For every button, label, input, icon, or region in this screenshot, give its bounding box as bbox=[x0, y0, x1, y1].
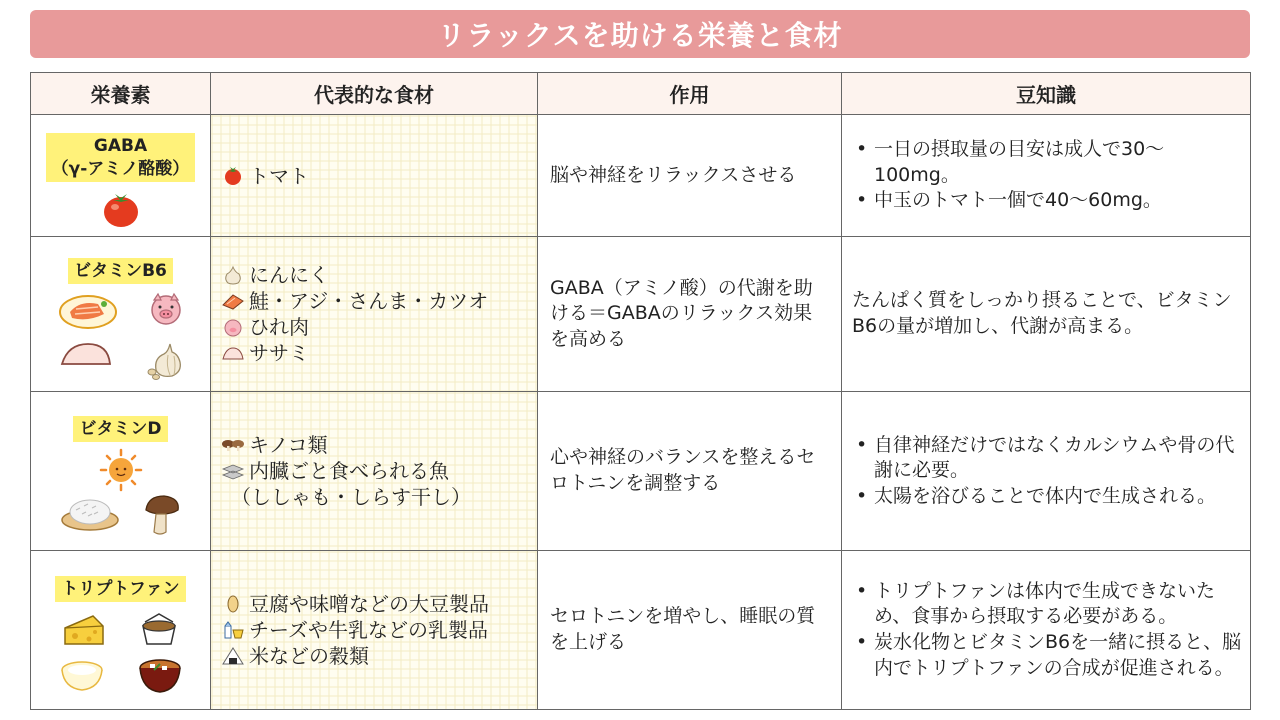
chicken-breast-icon bbox=[221, 343, 245, 363]
effect-cell: 脳や神経をリラックスさせる bbox=[538, 115, 842, 237]
food-item: ひれ肉 bbox=[221, 314, 537, 340]
rice-ball-icon bbox=[221, 646, 245, 666]
pig-icon bbox=[148, 292, 184, 326]
miso-soup-icon bbox=[138, 654, 182, 694]
nutrient-label: トリプトファン bbox=[55, 576, 185, 603]
effect-cell: GABA（アミノ酸）の代謝を助ける＝GABAのリラックス効果を高める bbox=[538, 237, 842, 392]
food-item: 豆腐や味噌などの大豆製品 bbox=[221, 591, 537, 617]
nutrient-cell bbox=[31, 551, 211, 710]
nutrient-cell bbox=[31, 237, 211, 392]
foods-cell bbox=[211, 115, 538, 237]
header-foods: 代表的な食材 bbox=[211, 73, 538, 115]
header-nutrient: 栄養素 bbox=[31, 73, 211, 115]
tomato-icon bbox=[221, 166, 245, 186]
nutrition-table bbox=[30, 72, 1251, 710]
trivia-cell bbox=[842, 115, 1251, 237]
cheese-icon bbox=[63, 612, 105, 648]
yogurt-bowl-icon bbox=[60, 654, 104, 692]
tomato-icon bbox=[101, 190, 141, 228]
trivia-cell: たんぱく質をしっかり摂ることで、ビタミンB6の量が増加し、代謝が高まる。 bbox=[842, 237, 1251, 392]
food-item: にんにく bbox=[221, 262, 537, 288]
table-row-vitamin-b6 bbox=[31, 237, 1251, 392]
milk-icon bbox=[221, 620, 245, 640]
chicken-breast-icon bbox=[58, 340, 114, 370]
food-item: 鮭・アジ・さんま・カツオ bbox=[221, 288, 537, 314]
nutrient-label: ビタミンB6 bbox=[68, 258, 173, 285]
header-effect: 作用 bbox=[538, 73, 842, 115]
natto-icon bbox=[139, 612, 179, 648]
garlic-icon bbox=[144, 340, 184, 380]
table-row-vitamin-d bbox=[31, 392, 1251, 551]
food-item: キノコ類 bbox=[221, 432, 537, 458]
fish-icon bbox=[221, 291, 245, 311]
trivia-item: • 自律神経だけではなくカルシウムや骨の代謝に必要。 bbox=[852, 433, 1242, 484]
table-row-gaba bbox=[31, 115, 1251, 237]
soybean-icon bbox=[221, 594, 245, 614]
effect-cell: セロトニンを増やし、睡眠の質を上げる bbox=[538, 551, 842, 710]
trivia-item: • 炭水化物とビタミンB6を一緒に摂ると、脳内でトリプトファンの合成が促進される。 bbox=[852, 630, 1242, 681]
nutrient-cell bbox=[31, 392, 211, 551]
header-trivia: 豆知識 bbox=[842, 73, 1251, 115]
table-header-row bbox=[31, 73, 1251, 115]
garlic-icon bbox=[221, 265, 245, 285]
food-item: チーズや牛乳などの乳製品 bbox=[221, 617, 537, 643]
salmon-plate-icon bbox=[58, 292, 118, 330]
trivia-cell bbox=[842, 392, 1251, 551]
foods-cell bbox=[211, 551, 538, 710]
food-item: トマト bbox=[221, 163, 537, 189]
nutrient-cell bbox=[31, 115, 211, 237]
food-item: ササミ bbox=[221, 340, 537, 366]
trivia-cell bbox=[842, 551, 1251, 710]
food-item: 米などの穀類 bbox=[221, 643, 537, 669]
trivia-item: • トリプトファンは体内で生成できないため、食事から摂取する必要がある。 bbox=[852, 579, 1242, 630]
pig-icon bbox=[221, 317, 245, 337]
foods-cell bbox=[211, 237, 538, 392]
mushroom-icon bbox=[142, 492, 182, 536]
food-item: （ししゃも・しらす干し） bbox=[231, 485, 471, 509]
effect-cell: 心や神経のバランスを整えるセロトニンを調整する bbox=[538, 392, 842, 551]
nutrient-label: GABA （γ-アミノ酪酸） bbox=[46, 133, 196, 183]
table-row-tryptophan bbox=[31, 551, 1251, 710]
trivia-item: • 太陽を浴びることで体内で生成される。 bbox=[852, 484, 1242, 510]
trivia-item: • 一日の摂取量の目安は成人で30～100mg。 bbox=[852, 137, 1242, 188]
food-item: 内臓ごと食べられる魚 bbox=[221, 458, 537, 484]
foods-cell bbox=[211, 392, 538, 551]
trivia-item: • 中玉のトマト一個で40～60mg。 bbox=[852, 188, 1242, 214]
nutrient-label: ビタミンD bbox=[73, 416, 167, 443]
sun-icon bbox=[99, 448, 143, 492]
mushroom-icon bbox=[221, 435, 245, 455]
page-title: リラックスを助ける栄養と食材 bbox=[30, 10, 1250, 58]
small-fish-icon bbox=[221, 461, 245, 481]
whitebait-icon bbox=[60, 492, 120, 532]
